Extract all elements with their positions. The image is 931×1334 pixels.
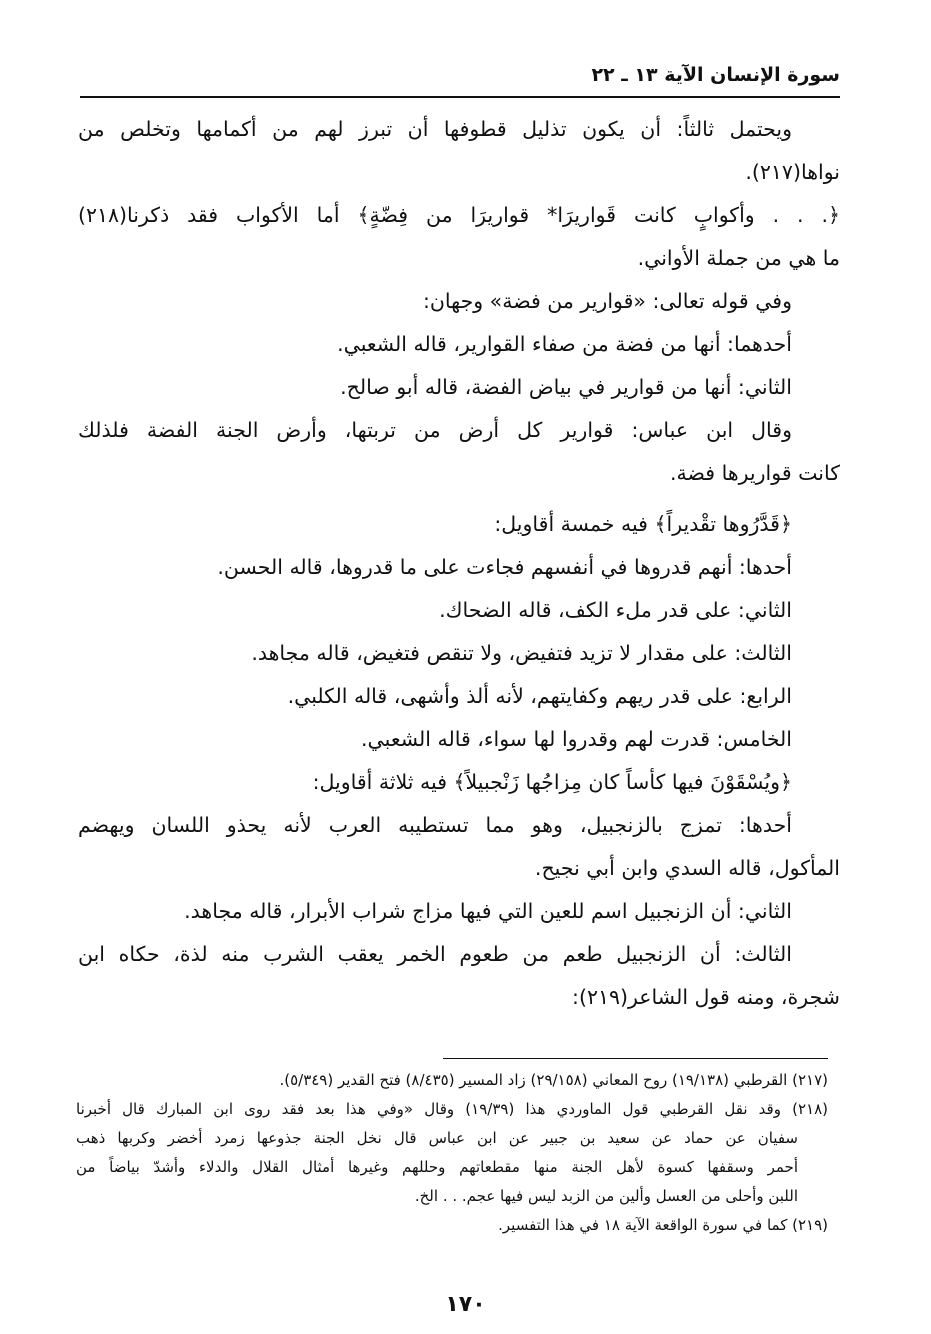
footnote-line: (٢١٨) وقد نقل القرطبي قول الماوردي هذا (١٩/٣٩) وقال «وفي هذا بعد فقد روى ابن المبارك قال أخبرنا — [76, 1100, 828, 1118]
text-line: شجرة، ومنه قول الشاعر(٢١٩): — [572, 985, 840, 1009]
running-header — [80, 62, 840, 96]
header-title: سورة الإنسان الآية ١٣ ـ ٢٢ — [591, 64, 840, 86]
page-number: ١٧٠ — [445, 1292, 486, 1317]
text-line: وفي قوله تعالى: «قوارير من فضة» وجهان: — [422, 289, 792, 313]
text-line: ﴿ويُسْقَوْنَ فيها كأساً كان مِزاجُها زَنْجبيلاً﴾ فيه ثلاثة أقاويل: — [312, 770, 792, 794]
text-line: ما هي من جملة الأواني. — [637, 246, 840, 270]
footnote-line: سفيان عن حماد عن سعيد بن جبير عن ابن عباس قال نخل الجنة جذوعها زمرد أخضر وكربها ذهب — [76, 1129, 798, 1147]
footnote-line: (٢١٩) كما في سورة الواقعة الآية ١٨ في هذا التفسير. — [498, 1216, 828, 1234]
footnote-separator — [443, 1058, 828, 1059]
text-line: المأكول، قاله السدي وابن أبي نجيح. — [534, 856, 840, 880]
text-line: ﴿قَدَّرُوها تقْديراً﴾ فيه خمسة أقاويل: — [494, 512, 792, 536]
main-text — [78, 108, 840, 1019]
text-line: الثاني: أن الزنجبيل اسم للعين التي فيها مزاج شراب الأبرار، قاله مجاهد. — [184, 899, 792, 923]
text-line: ويحتمل ثالثاً: أن يكون تذليل قطوفها أن تبرز لهم من أكمامها وتخلص من — [78, 117, 792, 141]
text-line: الثالث: على مقدار لا تزيد فتفيض، ولا تنقص فتغيض، قاله مجاهد. — [251, 641, 792, 665]
paragraph-gap — [78, 495, 840, 503]
text-line: ﴿. . . وأكوابٍ كانت قَواريرَا* قواريرَا من فِضّةٍ﴾ أما الأكواب فقد ذكرنا(٢١٨) — [78, 203, 840, 227]
footnote-line: أحمر وسقفها كسوة لأهل الجنة منها مقطعاتهم وحللهم وغيرها أمثال القلال والدلاء وأشدّ بياضاً من — [76, 1158, 798, 1176]
text-line: أحدها: تمزج بالزنجبيل، وهو مما تستطيبه العرب لأنه يحذو اللسان ويهضم — [78, 813, 792, 837]
footnote-line: اللبن وأحلى من العسل وألين من الزبد ليس فيها عجم. . . الخ. — [414, 1187, 798, 1205]
text-line: الثالث: أن الزنجبيل طعم من طعوم الخمر يعقب الشرب منه لذة، حكاه ابن — [78, 942, 792, 966]
text-line: الثاني: أنها من قوارير في بياض الفضة، قاله أبو صالح. — [340, 375, 792, 399]
text-line: نواها(٢١٧). — [745, 160, 840, 184]
text-line: أحدها: أنهم قدروها في أنفسهم فجاءت على ما قدروها، قاله الحسن. — [217, 555, 792, 579]
text-line: كانت قواريرها فضة. — [669, 461, 840, 485]
footnote-line: (٢١٧) القرطبي (١٩/١٣٨) روح المعاني (٢٩/١٥٨) زاد المسير (٨/٤٣٥) فتح القدير (٥/٣٤٩). — [279, 1071, 828, 1089]
footnotes — [76, 1066, 828, 1240]
text-line: الخامس: قدرت لهم وقدروا لها سواء، قاله الشعبي. — [361, 727, 792, 751]
text-line: الثاني: على قدر ملء الكف، قاله الضحاك. — [439, 598, 792, 622]
text-line: وقال ابن عباس: قوارير كل أرض من تربتها، وأرض الجنة الفضة فلذلك — [78, 418, 792, 442]
text-line: الرابع: على قدر ريهم وكفايتهم، لأنه ألذ وأشهى، قاله الكلبي. — [287, 684, 792, 708]
header-rule — [80, 96, 840, 98]
text-line: أحدهما: أنها من فضة من صفاء القوارير، قاله الشعبي. — [337, 332, 792, 356]
